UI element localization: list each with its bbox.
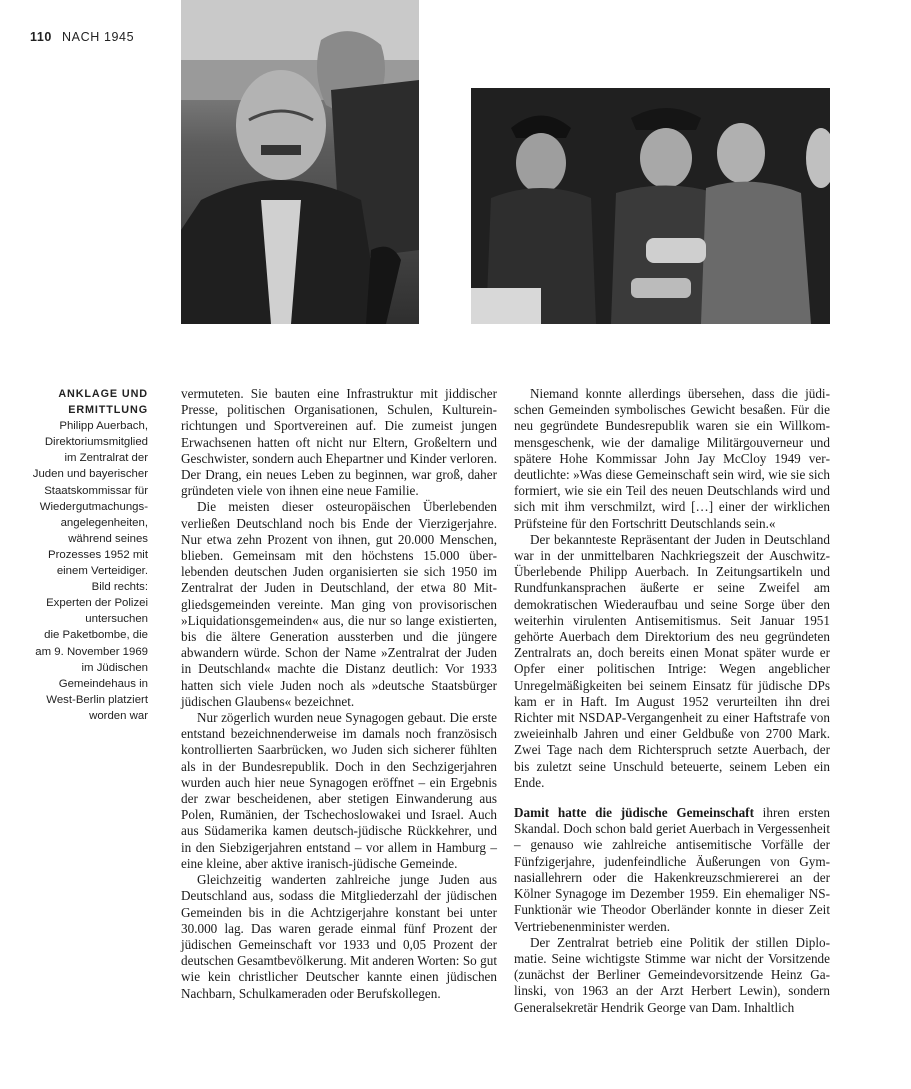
- running-header: [30, 30, 134, 44]
- paragraph: Nur zögerlich wurden neue Synagogen gebaut. Die erste entstand bezeichnenderweise im damals noch französisch kontrollierten Saarbrücken, wo Juden sich sicherer fühlten als in der Bundesrepublik. Doch in den Sechzigerjahren wurden auch hier neue Synagogen eröffnet – ein Ergebnis der zwar bescheidenen, aber stetigen Einwanderung aus Polen, Rumänien, der Tschechoslowakei und Israel. Auch aus Südamerika kamen deutsch-jüdische Rückkehrer, und in den Siebzigerjahren entstand – vor allem in Hamburg – eine kleine, aber aktive iranisch-jüdische Gemeinde.: [181, 710, 497, 871]
- paragraph: Der Zentralrat betrieb eine Politik der stillen Diplomatie. Seine wichtigste Stimme war nicht der Vorsitzende (zunächst der Berliner Gemeindevorsitzende Heinz Galinski, von 1963 an der Arzt Herbert Lewin), sondern Generalsekretär Hendrik George van Dam. Inhaltlich: [514, 934, 830, 1015]
- photo-caption: [14, 386, 148, 724]
- paragraph: Niemand konnte allerdings übersehen, dass die jüdischen Gemeinden symbolisches Gewicht besaßen. Für die neu gegründete Bundesrepublik waren sie ein Willkommensgeschenk, wie der damalige Militärgouverneur und spätere Hohe Kommissar John Jay McCloy 1949 verdeutlichte: »Was diese Gemeinschaft sein wird, wie sie sich formiert, wie sie ein Teil des neuen Deutschlands wird und sich mit ihm verschmilzt, wird […] einer der wirklichen Prüfsteine für den Fortschritt Deutschlands sein.«: [514, 386, 830, 531]
- paragraph: Die meisten dieser osteuropäischen Überlebenden verließen Deutschland noch bis Ende der Vierzigerjahre. Nur etwa zehn Prozent von ihnen, gut 20.000 Menschen, blieben. Gemeinsam mit den höchstens 15.000 überlebenden deutschen Juden organisierten sie sich 1950 im Zentralrat der Juden in Deutschland, der etwa 80 Mitgliedsgemeinden vereinte. Man ging von provisorischen »Liquidationsgemeinden« aus, die nur so lange existierten, bis die ältere Generation aussterben und die jüngere abwandern würde. Schon der Name »Zentralrat der Juden in Deutschland« machte die Distanz deutlich: Vor 1933 hatten sich viele Juden noch als »deutsche Staatsbürger jüdischen Glaubens« bezeichnet.: [181, 499, 497, 709]
- section-text: ihren ersten Skandal. Doch schon bald geriet Auerbach in Vergessenheit – genauso wie zahlreiche antisemitische Vorfälle der Fünfzigerjahre, judenfeindliche Äußerungen von Gymnasiallehrern oder die Hakenkreuzschmiererei an der Kölner Synagoge im Dezember 1959. Ein ehemaliger NS-Funktionär wie Theodor Oberländer konnte in dieser Zeit Vertriebenenminister werden.: [514, 805, 830, 934]
- caption-heading: ANKLAGE UND ERMITTLUNG: [58, 388, 148, 417]
- paragraph: Gleichzeitig wanderten zahlreiche junge Juden aus Deutschland aus, sodass die Mitgliederzahl der jüdischen Gemeinden bis in die Achtzigerjahre konstant bei unter 30.000 lag. Das waren gerade einmal fünf Prozent der jüdischen Gemeinschaft vor 1933 und 0,05 Prozent der deutschen Gesamtbevölkerung. Mit anderen Worten: So gut wie kein christlicher Deutscher kannte einen jüdischen Nachbarn, Schulkameraden oder Berufskollegen.: [181, 872, 497, 1001]
- paragraph: Der bekannteste Repräsentant der Juden in Deutschland war in der unmittelbaren Nachkriegszeit der Auschwitz-Überlebende Philipp Auerbach. In Zeitungsartikeln und Rundfunkansprachen äußerte er seine Zweifel am demokratischen Wiederaufbau und seine Sorge über den weiterhin virulenten Antisemitismus. Seit Januar 1951 gehörte Auerbach dem Direktorium des neu gegründeten Zentralrats an, doch bereits einen Monat später wurde er Opfer einer politischen Intrige: Wegen angeblicher Unregelmäßigkeiten bei seinem Einsatz für jüdische DPs kam er in Haft. Im August 1952 verurteilten ihn drei Richter mit NSDAP-Vergangenheit zu einer Haftstrafe von zweieinhalb Jahren und einer Geldbuße von 2700 Mark. Zwei Tage nach dem Richterspruch setzte Auerbach, der bis zuletzt seine Unschuld beteuerte, seinem Leben ein Ende.: [514, 531, 830, 790]
- caption-text: Philipp Auerbach, Direktoriumsmitglied im Zentralrat der Juden und bayerischer Staatskommissar für Wiedergutmachungs- angelegenheiten, während seines Prozesses 1952 mit einem Verteidiger. Bild rechts: Experten der Polizei untersuchen die Paketbombe, die am 9. November 1969 im Jüdischen Gemeindehaus in West-Berlin platziert worden war: [32, 420, 148, 722]
- photo-1-illustration: [181, 0, 419, 324]
- section-title: NACH 1945: [62, 30, 135, 44]
- text-column-right: [514, 386, 830, 1016]
- section-paragraph: [514, 805, 830, 935]
- photo-philipp-auerbach: [181, 0, 419, 324]
- text-column-left: [181, 386, 497, 1002]
- photo-2-illustration: [471, 88, 830, 324]
- section-lead-in: Damit hatte die jüdische Gemeinschaft: [514, 805, 754, 821]
- photo-police-experts: [471, 88, 830, 324]
- page-number: 110: [30, 30, 52, 44]
- paragraph: vermuteten. Sie bauten eine Infrastruktur mit jiddischer Presse, politischen Organisationen, Schulen, Kultureinrichtungen und Sportvereinen auf. Die zumeist jungen Erwachsenen hatten oft nicht nur Eltern, Großeltern und Geschwister, sondern auch Ehepartner und Kinder verloren. Der Drang, ein neues Leben zu beginnen, war groß, daher gründeten viele von ihnen eine neue Familie.: [181, 386, 497, 499]
